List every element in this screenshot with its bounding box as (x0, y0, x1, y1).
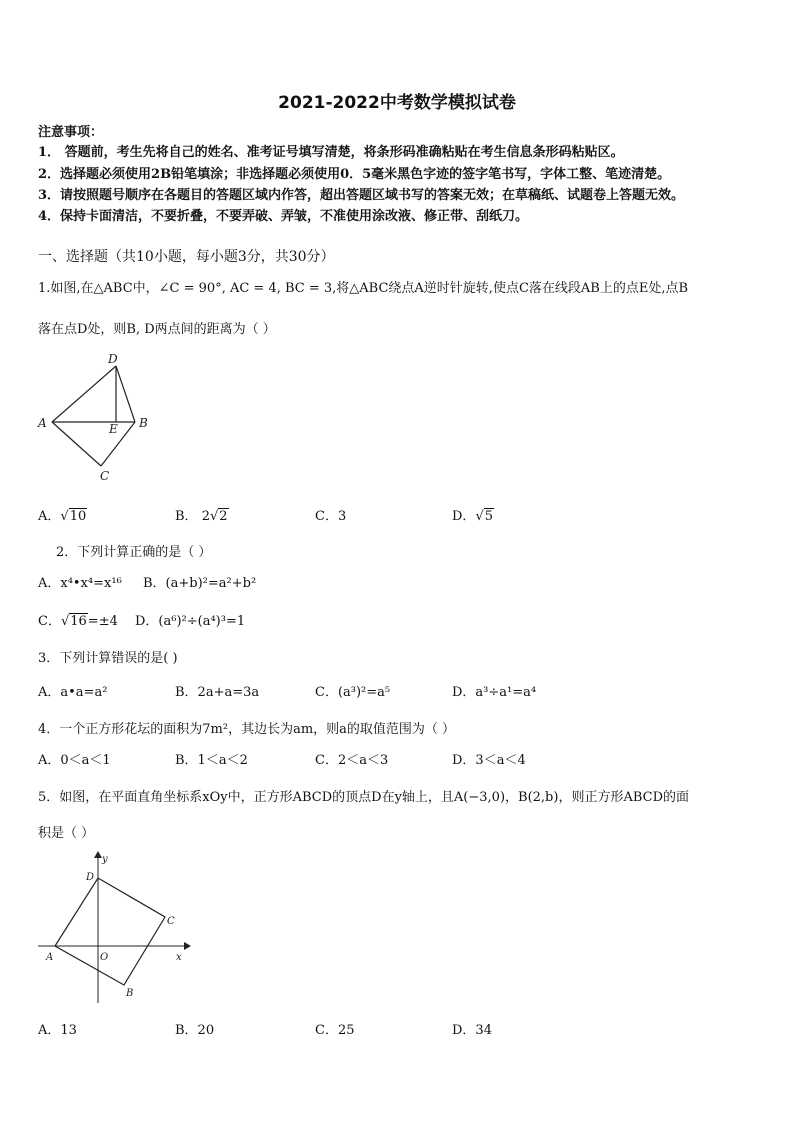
q5-options (38, 1019, 758, 1039)
notice-heading: 注意事项： (38, 125, 104, 140)
q3-option-d[interactable]: D．a³÷a¹=a⁴ (452, 685, 537, 700)
label-c: C (167, 916, 175, 927)
notice-item-2: 2．选择题必须使用2B铅笔填涂；非选择题必须使用0．5毫米黑色字迹的签字笔书写，字体工整、笔迹清楚。 (38, 167, 671, 182)
label-x: x (176, 952, 182, 963)
q2-option-d[interactable]: D．(a⁶)²÷(a⁴)³=1 (135, 614, 246, 629)
label-c: C (100, 469, 110, 483)
label-b: B (139, 416, 148, 430)
q2-stem: 2．下列计算正确的是（ ） (56, 545, 212, 560)
label-o: O (100, 952, 109, 963)
q4-option-b[interactable]: B．1＜a＜2 (175, 753, 248, 768)
label-e: E (109, 422, 118, 436)
option-letter: B． (175, 509, 198, 524)
q3-option-a[interactable]: A．a•a=a² (38, 685, 108, 700)
q1-options (38, 505, 758, 527)
label-b: B (126, 988, 134, 999)
x-axis-arrow (184, 942, 191, 950)
notice-item-1: 1． 答题前，考生先将自己的姓名、准考证号填写清楚，将条形码准确粘贴在考生信息条形码粘贴区。 (38, 145, 624, 160)
q1-stem-line2: 落在点D处，则B, D两点间的距离为（ ） (38, 322, 276, 337)
page-title: 2021-2022中考数学模拟试卷 (278, 93, 516, 113)
q4-option-a[interactable]: A．0＜a＜1 (38, 753, 111, 768)
q3-option-c[interactable]: C．(a³)²=a⁵ (315, 685, 391, 700)
option-rest: =±4 (87, 614, 118, 629)
radicand: 16 (70, 614, 87, 629)
q1-option-c[interactable]: C．3 (315, 509, 347, 524)
q3-option-b[interactable]: B．2a+a=3a (175, 685, 260, 700)
label-a: A (38, 416, 47, 430)
label-y: y (102, 854, 108, 865)
option-letter: C． (38, 614, 61, 629)
label-d: D (86, 872, 95, 883)
q1-option-b[interactable]: B． 2√2 (175, 509, 228, 524)
segment-ac (52, 422, 101, 466)
q5-option-d[interactable]: D．34 (452, 1023, 492, 1038)
q3-options (38, 681, 758, 701)
radicand: 10 (69, 509, 87, 524)
q5-option-a[interactable]: A．13 (38, 1023, 77, 1038)
q5-stem-line2: 积是（ ） (38, 826, 95, 841)
radicand: 5 (484, 509, 494, 524)
q4-stem: 4．一个正方形花坛的面积为7m²，其边长为am，则a的取值范围为（ ） (38, 722, 456, 737)
option-letter: A． (38, 509, 61, 524)
q5-stem-line1: 5．如图，在平面直角坐标系xOy中，正方形ABCD的顶点D在y轴上，且A(−3,0)，B(2,b)，则正方形ABCD的面 (38, 790, 689, 805)
q3-stem: 3．下列计算错误的是( ) (38, 651, 178, 666)
q4-options (38, 749, 758, 769)
option-letter: D． (452, 509, 476, 524)
q1-figure (34, 348, 159, 485)
q5-figure (34, 848, 194, 1008)
y-axis-arrow (94, 851, 102, 858)
segment-ad (52, 366, 116, 422)
q1-stem-line1: 1.如图,在△ABC中，∠C = 90°, AC = 4, BC = 3,将△ABC绕点A逆时针旋转,使点C落在线段AB上的点E处,点B (38, 281, 689, 296)
label-d: D (108, 352, 118, 366)
q2-option-b[interactable]: B．(a+b)²=a²+b² (143, 576, 257, 591)
q5-option-c[interactable]: C．25 (315, 1023, 355, 1038)
notice-item-4: 4．保持卡面清洁，不要折叠，不要弄破、弄皱，不准使用涂改液、修正带、刮纸刀。 (38, 209, 529, 224)
segment-cb (101, 422, 135, 466)
section-heading: 一、选择题（共10小题，每小题3分，共30分） (38, 249, 335, 265)
radicand: 2 (219, 509, 228, 524)
q1-option-d[interactable]: D．√5 (452, 509, 494, 524)
square-abcd (55, 878, 165, 985)
segment-db (116, 366, 135, 422)
label-a: A (46, 952, 54, 963)
q2-option-c[interactable]: C．√16=±4 (38, 614, 118, 629)
coefficient: 2 (201, 509, 210, 524)
q2-option-a[interactable]: A．x⁴•x⁴=x¹⁶ (38, 576, 122, 591)
q4-option-c[interactable]: C．2＜a＜3 (315, 753, 389, 768)
notice-item-3: 3．请按照题号顺序在各题目的答题区域内作答，超出答题区域书写的答案无效；在草稿纸、试题卷上答题无效。 (38, 188, 685, 203)
q1-option-a[interactable]: A．√10 (38, 509, 87, 524)
q4-option-d[interactable]: D．3＜a＜4 (452, 753, 526, 768)
q5-option-b[interactable]: B．20 (175, 1023, 215, 1038)
